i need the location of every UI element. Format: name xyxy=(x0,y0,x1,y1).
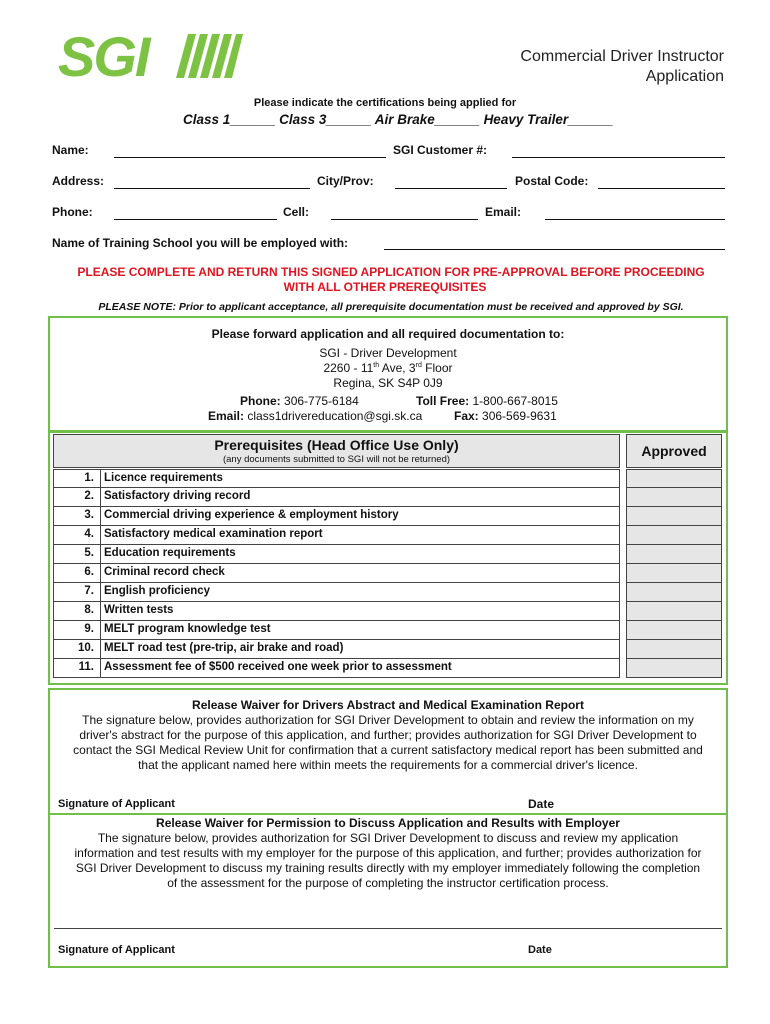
prerequisite-text: Commercial driving experience & employment history xyxy=(104,509,399,521)
class3-option[interactable]: Class 3______ xyxy=(279,112,372,127)
class1-option[interactable]: Class 1______ xyxy=(183,112,276,127)
forward-city: Regina, SK S4P 0J9 xyxy=(333,376,443,390)
certification-prompt: Please indicate the certifications being applied for xyxy=(253,97,517,109)
notice-line2: WITH ALL OTHER PREREQUISITES xyxy=(283,280,487,294)
name-label: Name: xyxy=(52,143,89,157)
prerequisite-row xyxy=(53,602,620,621)
forward-address-box xyxy=(48,316,728,432)
prerequisite-number: 5. xyxy=(84,547,94,559)
prerequisite-text: Education requirements xyxy=(104,547,236,559)
prerequisite-text: English proficiency xyxy=(104,585,211,597)
phone-label: Phone: xyxy=(52,205,93,219)
prerequisite-number: 4. xyxy=(84,528,94,540)
prerequisite-divider xyxy=(100,659,101,677)
prerequisite-text: Assessment fee of $500 received one week prior to assessment xyxy=(104,661,452,673)
prerequisite-text: Criminal record check xyxy=(104,566,225,578)
waiver2-body-line3: SGI Driver Development to discuss my training results directly with my employer immediately following the completion xyxy=(75,861,701,875)
waiver2-body-line2: information and test results with my employer for the purpose of this application, and further; provides authorization for xyxy=(74,846,702,860)
sgi-logo xyxy=(58,30,243,82)
notice-line1: PLEASE COMPLETE AND RETURN THIS SIGNED APPLICATION FOR PRE-APPROVAL BEFORE PROCEEDING xyxy=(77,265,705,279)
approved-checkbox-cell[interactable] xyxy=(626,545,722,564)
prerequisite-row xyxy=(53,507,620,526)
prerequisite-divider xyxy=(100,583,101,601)
prerequisite-number: 8. xyxy=(84,604,94,616)
prerequisite-divider xyxy=(100,488,101,506)
training-school-field[interactable] xyxy=(384,249,725,250)
prerequisite-row xyxy=(53,564,620,583)
waiver1-title: Release Waiver for Drivers Abstract and Medical Examination Report xyxy=(192,698,584,712)
cell-field[interactable] xyxy=(331,219,478,220)
prerequisite-number: 3. xyxy=(84,509,94,521)
prerequisite-divider xyxy=(100,507,101,525)
prerequisite-text: Satisfactory medical examination report xyxy=(104,528,323,540)
forward-street: 2260 - 11th Ave, 3rd Floor xyxy=(323,361,453,375)
address-field[interactable] xyxy=(114,188,310,189)
waiver2-divider xyxy=(54,928,722,929)
postal-code-field[interactable] xyxy=(598,188,725,189)
waiver1-body-line2: driver's abstract for the purpose of this application, and further; provides authorization for SGI Driver Development to xyxy=(79,728,697,742)
approved-checkbox-cell[interactable] xyxy=(626,621,722,640)
certification-options xyxy=(183,112,613,127)
waiver1-signature-label: Signature of Applicant xyxy=(58,798,175,810)
waiver2-date-field[interactable] xyxy=(570,939,720,955)
waiver1-body-line4: that the applicant named here within meets the requirements for a commercial driver's licence. xyxy=(138,758,638,772)
doc-title-line2: Application xyxy=(645,68,724,85)
air-brake-option[interactable]: Air Brake______ xyxy=(374,112,480,127)
waiver2-date-label: Date xyxy=(528,944,552,956)
waiver2-title: Release Waiver for Permission to Discuss Application and Results with Employer xyxy=(156,816,620,830)
customer-number-field[interactable] xyxy=(512,157,725,158)
prerequisite-number: 2. xyxy=(84,490,94,502)
waiver1-date-label: Date xyxy=(528,797,555,811)
waiver2-body-line1: The signature below, provides authorization for SGI Driver Development to discuss and review my application xyxy=(97,831,679,845)
prerequisite-number: 10. xyxy=(78,642,94,654)
please-note: PLEASE NOTE: Prior to applicant acceptance, all prerequisite documentation must be received and approved by SGI. xyxy=(98,301,684,313)
phone-field[interactable] xyxy=(114,219,277,220)
forward-org: SGI - Driver Development xyxy=(319,346,457,360)
email-label: Email: xyxy=(485,205,522,219)
prerequisites-header xyxy=(53,434,620,468)
prerequisite-number: 11. xyxy=(78,661,94,673)
prerequisite-divider xyxy=(100,526,101,544)
prerequisites-subtitle: (any documents submitted to SGI will not be returned) xyxy=(222,454,451,465)
customer-number-label: SGI Customer #: xyxy=(393,143,488,157)
prerequisite-divider xyxy=(100,545,101,563)
prerequisite-row xyxy=(53,659,620,678)
prerequisite-row xyxy=(53,621,620,640)
waiver1-date-field[interactable] xyxy=(570,794,720,810)
email-field[interactable] xyxy=(545,219,725,220)
prerequisites-title: Prerequisites (Head Office Use Only) xyxy=(214,437,459,453)
city-prov-field[interactable] xyxy=(395,188,507,189)
waiver1-body-line3: contact the SGI Medical Review Unit for confirmation that a current satisfactory medical report has been submitted and xyxy=(73,743,703,757)
approved-checkbox-cell[interactable] xyxy=(626,488,722,507)
prerequisite-text: MELT program knowledge test xyxy=(104,623,271,635)
approved-checkbox-cell[interactable] xyxy=(626,659,722,678)
cell-label: Cell: xyxy=(283,205,310,219)
approved-header xyxy=(626,434,722,468)
prerequisite-divider xyxy=(100,621,101,639)
prerequisite-row xyxy=(53,583,620,602)
waiver2-box xyxy=(48,813,728,968)
address-label: Address: xyxy=(52,174,105,188)
approved-checkbox-cell[interactable] xyxy=(626,507,722,526)
approved-checkbox-cell[interactable] xyxy=(626,640,722,659)
forward-email: Email: class1drivereducation@sgi.sk.ca xyxy=(208,409,423,423)
prerequisite-divider xyxy=(100,640,101,658)
prerequisite-text: Licence requirements xyxy=(104,472,223,484)
waiver2-signature-label: Signature of Applicant xyxy=(58,944,175,956)
waiver1-body-line1: The signature below, provides authorization for SGI Driver Development to obtain and review the information on my xyxy=(82,713,694,727)
postal-code-label: Postal Code: xyxy=(515,174,589,188)
prerequisite-number: 7. xyxy=(84,585,94,597)
city-prov-label: City/Prov: xyxy=(317,174,374,188)
svg-text:SGI: SGI xyxy=(58,30,149,82)
prerequisite-number: 1. xyxy=(84,472,94,484)
prerequisite-number: 9. xyxy=(84,623,94,635)
heavy-trailer-option[interactable]: Heavy Trailer______ xyxy=(483,112,614,127)
approved-checkbox-cell[interactable] xyxy=(626,469,722,488)
approved-checkbox-cell[interactable] xyxy=(626,564,722,583)
training-school-label: Name of Training School you will be employed with: xyxy=(52,236,349,250)
forward-phone: Phone: 306-775-6184 xyxy=(240,394,359,408)
approved-checkbox-cell[interactable] xyxy=(626,583,722,602)
prerequisite-row xyxy=(53,469,620,488)
waiver2-body-line4: of the assessment for the purpose of completing the instructor certification process. xyxy=(167,876,609,890)
prerequisite-row xyxy=(53,526,620,545)
approved-checkbox-cell[interactable] xyxy=(626,602,722,621)
prerequisite-text: MELT road test (pre-trip, air brake and road) xyxy=(104,642,344,654)
prerequisite-text: Written tests xyxy=(104,604,174,616)
prerequisite-divider xyxy=(100,564,101,582)
forward-fax: Fax: 306-569-9631 xyxy=(454,409,557,423)
approved-label: Approved xyxy=(641,443,707,459)
forward-heading: Please forward application and all required documentation to: xyxy=(211,327,565,341)
forward-tollfree: Toll Free: 1-800-667-8015 xyxy=(416,394,558,408)
waiver2-signature-field[interactable] xyxy=(230,939,510,955)
waiver1-signature-field[interactable] xyxy=(230,794,510,810)
prerequisite-row xyxy=(53,545,620,564)
prerequisite-divider xyxy=(100,470,101,487)
name-field[interactable] xyxy=(114,157,386,158)
doc-title-line1: Commercial Driver Instructor xyxy=(520,48,724,65)
approved-checkbox-cell[interactable] xyxy=(626,526,722,545)
prerequisite-row xyxy=(53,488,620,507)
prerequisite-number: 6. xyxy=(84,566,94,578)
prerequisite-divider xyxy=(100,602,101,620)
prerequisite-row xyxy=(53,640,620,659)
prerequisite-text: Satisfactory driving record xyxy=(104,490,251,502)
waiver1-box xyxy=(48,688,728,815)
